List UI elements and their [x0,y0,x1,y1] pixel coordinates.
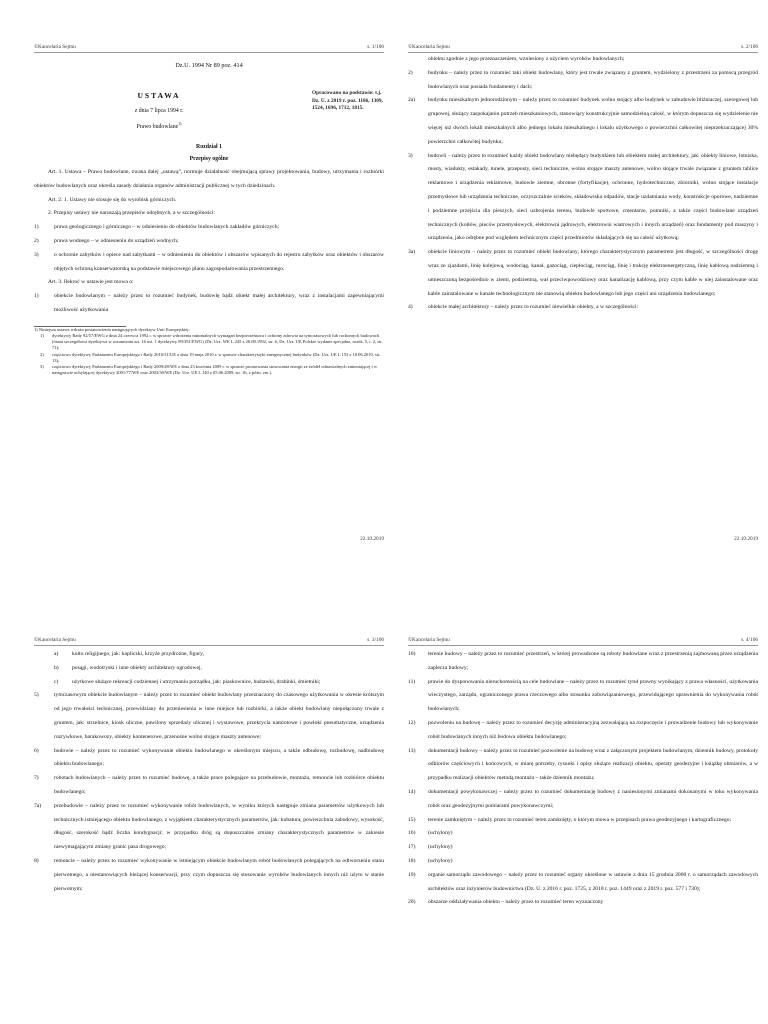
article-2-para-2: 2. Przepisy ustawy nie naruszają przepisów odrębnych, a w szczególności: [48,210,215,217]
act-title: USTAWA [137,91,181,100]
article-1: Art. 1. Ustawa – Prawo budowlane, zwana dalej „ustawą”, normuje działalność obejmującą sprawy projektowania, budowy, utrzymania i rozbiórki obiektów budowlanych oraz określa zasady działania organów administracji publicznej w tych dziedzinach. [34,168,384,189]
list-item: 2) budynku – należy przez to rozumieć taki obiekt budowlany, który jest trwale związany z gruntem, wydzielony z przestrzeni za pomocą przegród budowlanych oraz posiada fundamenty i dach; [408,69,758,90]
sub-item: a) kultu religijnego, jak: kapliczki, krzyże przydrożne, figury, [54,651,204,657]
list-item: 4) obiekcie małej architektury – należy przez to rozumieć niewielkie obiekty, a w szczególności: [408,304,639,311]
footnote-heading: 1) Niniejsza ustawa wdraża postanowienia następujących dyrektyw Unii Europejskiej: [34,326,190,332]
list-item: 3) budowli – należy przez to rozumieć każdy obiekt budowlany niebędący budynkiem lub obiektem małej architektury, jak: obiekty liniowe, lotniska, mosty, wiadukty, estakady, tunele, przepusty, sieci techniczne, wolno stojące maszty antenowe, wolno stojące trwale związane z gruntem tablice reklamowe i urządzenia reklamowe, budowle ziemne, obronne (fortyfikacje), ochronne, hydrotechniczne, zbiorniki, wolno stojące instalacje przemysłowe lub urządzenia techniczne, oczyszczalnie ścieków, składowiska odpadów, stacje uzdatniania wody, konstrukcje oporowe, nadziemne i podziemne przejścia dla pieszych, sieci uzbrojenia terenu, budowle sportowe, cmentarze, pomniki, a także części budowlane urządzeń technicznych (kotłów, pieców przemysłowych, elektrowni jądrowych, elektrowni wiatrowych i innych urządzeń) oraz fundamenty pod maszyny i urządzenia, jako odrębne pod względem technicznym części przedmiotów składających się na całość użytkową; [408,152,758,242]
act-date: z dnia 7 lipca 1994 r. [134,108,184,114]
article-2-para-1: Art. 2. 1. Ustawy nie stosuje się do wyrobisk górniczych. [48,196,177,203]
page-header [408,44,758,53]
list-item: 14) dokumentacji powykonawczej – należy przez to rozumieć dokumentację budowy z naniesionymi zmianami dokonanymi w toku wykonywania robót oraz geodezyjnymi pomiarami powykonawczymi; [408,788,758,809]
list-item: 12) pozwoleniu na budowę – należy przez to rozumieć decyzję administracyjną zezwalającą na rozpoczęcie i prowadzenie budowy lub wykonywanie robót budowlanych innych niż budowa obiektu budowlanego; [408,719,758,740]
list-item: 20) obszarze oddziaływania obiektu – należy przez to rozumieć teren wyznaczony [408,899,604,906]
header-source: ©Kancelaria Sejmu [408,44,450,50]
act-name: Prawo budowlane$^{1)}$ [136,121,182,130]
document-page-4 [408,637,758,1024]
list-item: 7a) przebudowie – należy przez to rozumieć wykonywanie robót budowlanych, w wyniku których następuje zmiana parametrów użytkowych lub technicznych istniejącego obiektu budowlanego, z wyjątkiem charakterystycznych parametrów, jak: kubatura, powierzchnia zabudowy, wysokość, długość, szerokość bądź liczba kondygnacji; w przypadku dróg są dopuszczalne zmiany charakterystycznych parametrów w zakresie niewymagającym zmiany granic pasa drogowego; [34,802,384,851]
article-3: Art. 3. Ilekroć w ustawie jest mowa o: [48,279,134,286]
document-page-1 [34,44,384,564]
sub-item: c) użytkowe służące rekreacji codziennej i utrzymaniu porządku, jak: piaskownice, huśtawki, drabinki, śmietniki; [54,678,321,685]
list-item: 5) tymczasowym obiekcie budowlanym – należy przez to rozumieć obiekt budowlany przeznaczony do czasowego użytkowania w okresie krótszym od jego trwałości technicznej, przewidziany do przeniesienia w inne miejsce lub rozbiórki, a także obiekt budowlany niepołączony trwale z gruntem, jak: strzelnice, kiosk uliczne, pawilony sprzedaży ulicznej i wystawowe, przekrycia namiotowe i powłoki pneumatyczne, urządzenia rozrywkowe, barakowozy, obiekty kontenerowe, przenośne wolno stojące maszty antenowe; [34,692,384,740]
page-header [408,637,758,646]
list-item: 11) prawie do dysponowania nieruchomością na cele budowlane – należy przez to rozumieć tytuł prawny wynikający z prawa własności, użytkowania wieczystego, zarządu, ograniczonego prawa rzeczowego albo stosunku zobowiązaniowego, przewidującego uprawnienia do wykonywania robót budowlanych; [408,678,758,713]
page-number: s. 3/106 [367,637,384,643]
page-number: s. 1/106 [367,44,384,50]
list-item: 19) organie samorządu zawodowego – należy przez to rozumieć organy określone w ustawie z dnia 15 grudnia 2000 r. o samorządach zawodowych architektów oraz inżynierów budownictwa (Dz. U. z 2016 r. poz. 1725, z 2018 r. poz. 1449 oraz z 2019 r. poz. 577 i 730); [408,871,758,892]
page-header [34,637,384,646]
list-item: 18) (uchylony) [408,857,453,864]
footnote-item: 1) dyrektywy Rady 92/57/EWG z dnia 24 czerwca 1992 r. w sprawie wdrożenia minimalnych wymagań bezpieczeństwa i ochrony zdrowia na tymczasowych lub ruchomych budowach (ósma szczegółowa dyrektywa w rozumieniu art. 16 ust. 1 dyrektywy 89/391/EWG) (Dz. Urz. WE L 245 z 26.08.1992, str. 6; Dz. Urz. UE Polskie wydanie specjalne, rozdz. 5, t. 2, str. 71); [40,332,383,351]
page-header [34,44,384,53]
page-footer-date: 22.10.2019 [734,536,758,542]
header-source: ©Kancelaria Sejmu [408,637,450,643]
list-item: 13) dokumentacji budowy – należy przez to rozumieć pozwolenie na budowę wraz z załączonym projektem budowlanym, dziennik budowy, protokoły odbiorów częściowych i końcowych, w miarę potrzeby, rysunki i opisy służące realizacji obiektu, operaty geodezyjne i książkę obmiarów, a w przypadku realizacji obiektów metodą montażu – także dziennik montażu; [408,747,758,782]
page-footer-date: 22.10.2019 [360,536,384,542]
journal-reference: Dz.U. 1994 Nr 89 poz. 414 [175,62,243,69]
list-item: 1) obiekcie budowlanym – należy przez to rozumieć budynek, budowlę bądź obiekt małej architektury, wraz z instalacjami zapewniającymi możliwość użytkowania [34,293,384,313]
footnote-item: 2) częściowo dyrektywy Parlamentu Europejskiego i Rady 2010/31/UE z dnia 19 maja 2010 r. w sprawie charakterystyki energetycznej budynków (Dz. Urz. UE L 153 z 18.06.2010, str. 13); [40,351,381,363]
continued-text: obiektu zgodnie z jego przeznaczeniem, wzniesiony z użyciem wyrobów budowlanych; [428,56,625,62]
list-item: 2a) budynku mieszkalnym jednorodzinnym – należy przez to rozumieć budynek wolno stojący albo budynek w zabudowie bliźniaczej, szeregowej lub grupowej, służący zaspokajaniu potrzeb mieszkaniowych, stanowiący konstrukcyjnie samodzielną całość, w którym dopuszcza się wydzielenie nie więcej niż dwóch lokali mieszkalnych albo jednego lokalu mieszkalnego i lokalu użytkowego o powierzchni całkowitej nieprzekraczającej 30% powierzchni całkowitej budynku; [408,97,758,145]
list-item: 2) prawa wodnego – w odniesieniu do urządzeń wodnych; [34,237,179,244]
list-item: 16) (uchylony) [408,830,453,837]
list-item: 3) o ochronie zabytków i opiece nad zabytkami – w odniesieniu do obiektów i obszarów wpisanych do rejestru zabytków oraz obiektów i obszarów objętych ochroną konserwatorską na podstawie miejscowego planu zagospodarowania przestrzennego. [34,251,384,272]
header-source: ©Kancelaria Sejmu [34,44,76,50]
list-item: 8) remoncie – należy przez to rozumieć wykonywanie w istniejącym obiekcie budowlanym robót budowlanych polegających na odtworzeniu stanu pierwotnego, a niestanowiących bieżącej konserwacji, przy czym dopuszcza się stosowanie wyrobów budowlanych innych niż użyto w stanie pierwotnym; [34,857,384,892]
list-item: 1) prawa geologicznego i górniczego – w odniesieniu do obiektów budowlanych zakładów górniczych; [34,224,280,231]
list-item: 3a) obiekcie liniowym – należy przez to rozumieć obiekt budowlany, którego charakterystycznym parametrem jest długość, w szczególności drogę wraz ze zjazdami, linię kolejową, wodociąg, kanał, gazociąg, ciepłociąg, rurociąg, linię i trakcję elektroenergetyczną, linię kablową nadziemną i umieszczoną bezpośrednio w ziemi, podziemną, wał przeciwpowodziowy oraz kanalizację kablową, przy czym kable w niej zainstalowane oraz kable zainstalowane w kanale technologicznym nie stanowią obiektu budowlanego lub jego części ani urządzenia budowlanego; [408,249,758,297]
chapter-title: Przepisy ogólne [189,155,229,162]
list-item: 17) (uchylony) [408,844,453,851]
page-number: s. 4/106 [741,637,758,643]
document-page-3 [34,637,384,1024]
chapter-number: Rozdział 1 [196,143,222,150]
list-item: 7) robotach budowlanych – należy przez to rozumieć budowę, a także prace polegające na przebudowie, montażu, remoncie lub rozbiórce obiektu budowlanego; [34,775,384,795]
footnote-item: 3) częściowo dyrektywy Parlamentu Europejskiego i Rady 2009/28/WE z dnia 23 kwietnia 2009 r. w sprawie promowania stosowania energii ze źródeł odnawialnych zmieniającej i w następstwie uchylającej dyrektywy 2001/77/WE oraz 2003/30/WE (Dz. Urz. UE L 140 z 05.06.2009, str. 16, z późn. zm.). [40,363,378,376]
list-item: 15) terenie zamkniętym – należy przez to rozumieć teren zamknięty, o którym mowa w przepisach prawa geodezyjnego i kartograficznego; [408,816,732,823]
list-item: 6) budowie – należy przez to rozumieć wykonywanie obiektu budowlanego w określonym miejscu, a także odbudowę, rozbudowę, nadbudowę obiektu budowlanego; [34,747,384,768]
document-page-2 [408,44,758,564]
page-number: s. 2/106 [741,44,758,50]
sub-item: b) posągi, wodotryski i inne obiekty architektury ogrodowej, [54,664,202,671]
header-source: ©Kancelaria Sejmu [34,637,76,643]
consolidated-text-note: Opracowano na podstawie: t.j. Dz. U. z 2019 r. poz. 1186, 1309, 1524, 1696, 1712, 1815. [312,90,383,112]
list-item: 10) terenie budowy – należy przez to rozumieć przestrzeń, w której prowadzone są roboty budowlane wraz z przestrzenią zajmowaną przez urządzenia zaplecza budowy; [408,651,758,671]
